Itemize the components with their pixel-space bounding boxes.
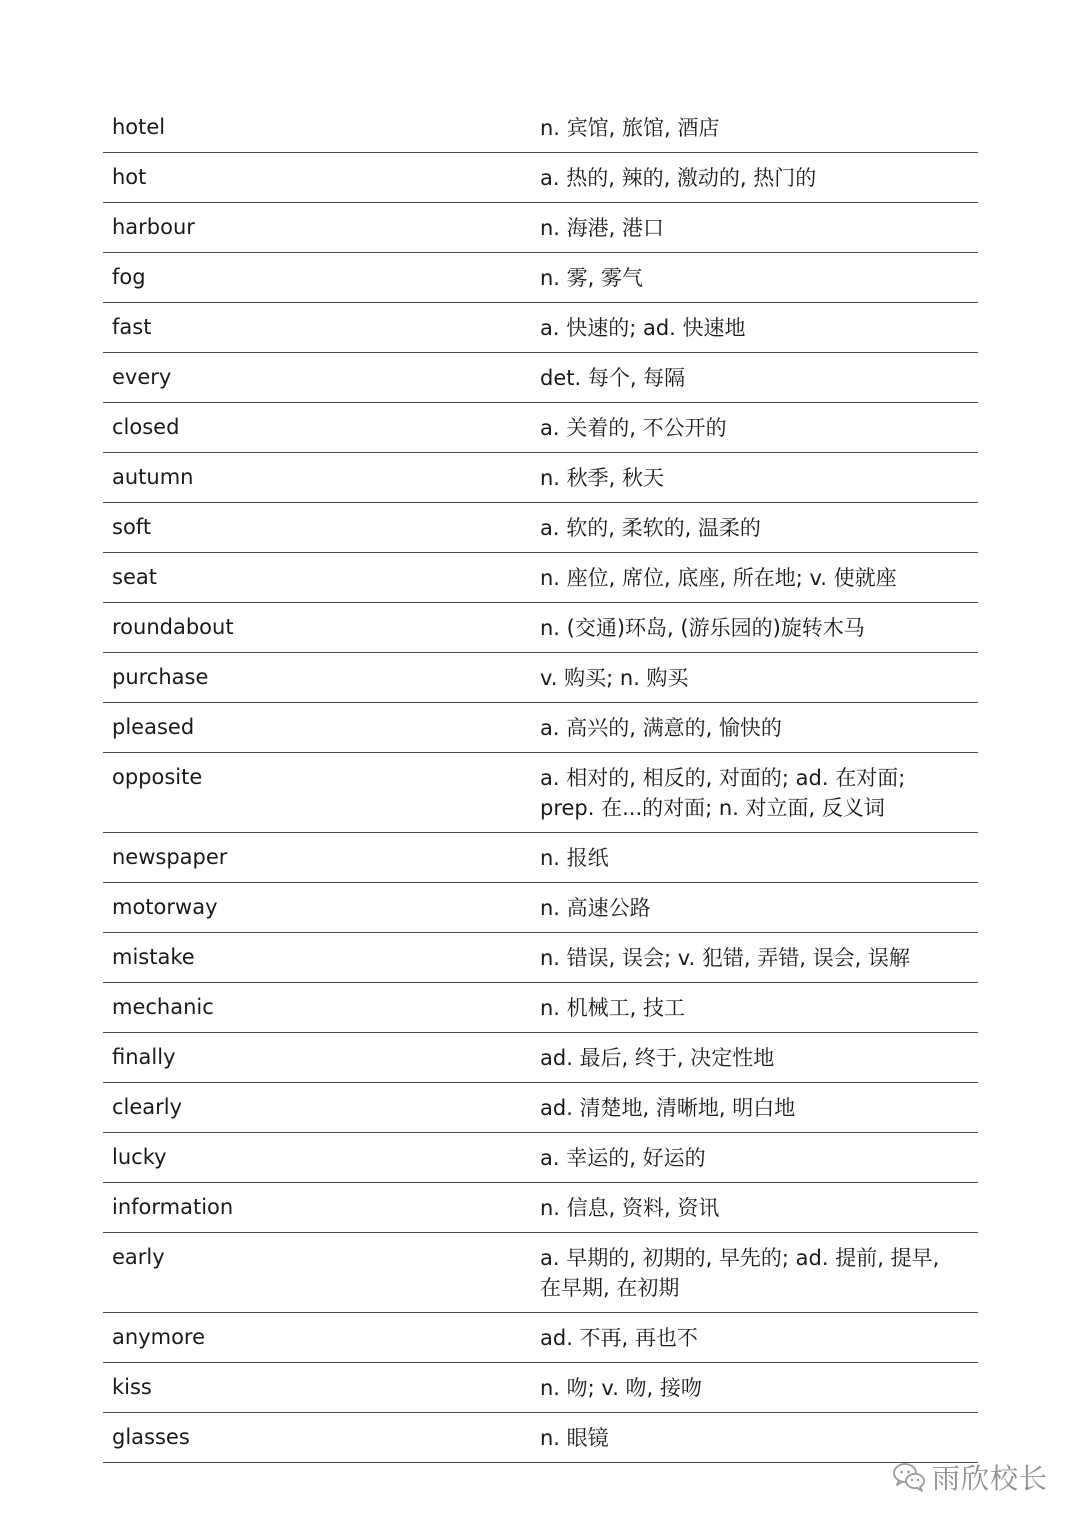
vocab-definition: n. 机械工, 技工 bbox=[540, 996, 686, 1020]
vocab-word: mechanic bbox=[112, 995, 214, 1019]
vocab-definition: a. 关着的, 不公开的 bbox=[540, 416, 727, 440]
table-row bbox=[103, 603, 978, 653]
vocab-definition: a. 快速的; ad. 快速地 bbox=[540, 316, 746, 340]
table-row bbox=[103, 703, 978, 753]
table-row bbox=[103, 753, 978, 833]
table-row bbox=[103, 833, 978, 883]
vocab-definition: n. 秋季, 秋天 bbox=[540, 466, 665, 490]
table-row bbox=[103, 1133, 978, 1183]
watermark bbox=[892, 1457, 1048, 1497]
vocab-definition: n. 信息, 资料, 资讯 bbox=[540, 1196, 720, 1220]
table-row bbox=[103, 1313, 978, 1363]
vocab-word: seat bbox=[112, 565, 157, 589]
vocab-definition: n. 吻; v. 吻, 接吻 bbox=[540, 1376, 702, 1400]
vocab-definition: n. 高速公路 bbox=[540, 896, 651, 920]
wechat-icon bbox=[892, 1460, 926, 1494]
vocab-word: lucky bbox=[112, 1145, 167, 1169]
vocab-word: kiss bbox=[112, 1375, 152, 1399]
table-row bbox=[103, 303, 978, 353]
table-row bbox=[103, 503, 978, 553]
table-row bbox=[103, 403, 978, 453]
vocab-definition: n. 眼镜 bbox=[540, 1426, 609, 1450]
vocab-definition: a. 热的, 辣的, 激动的, 热门的 bbox=[540, 166, 817, 190]
vocab-word: purchase bbox=[112, 665, 209, 689]
vocab-definition: v. 购买; n. 购买 bbox=[540, 666, 689, 690]
vocab-word: clearly bbox=[112, 1095, 183, 1119]
vocab-definition: a. 高兴的, 满意的, 愉快的 bbox=[540, 716, 782, 740]
vocab-word: autumn bbox=[112, 465, 194, 489]
vocab-definition: a. 幸运的, 好运的 bbox=[540, 1146, 706, 1170]
vocab-definition: a. 相对的, 相反的, 对面的; ad. 在对面; prep. 在...的对面; n. 对立面, 反义词 bbox=[540, 766, 906, 820]
table-row bbox=[103, 1033, 978, 1083]
table-row bbox=[103, 253, 978, 303]
table-row bbox=[103, 933, 978, 983]
vocab-word: hot bbox=[112, 165, 147, 189]
vocab-word: anymore bbox=[112, 1325, 206, 1349]
vocab-word: pleased bbox=[112, 715, 195, 739]
vocab-definition: ad. 最后, 终于, 决定性地 bbox=[540, 1046, 775, 1070]
vocab-word: newspaper bbox=[112, 845, 228, 869]
table-row bbox=[103, 653, 978, 703]
vocab-word: roundabout bbox=[112, 615, 234, 639]
table-row bbox=[103, 1413, 978, 1463]
vocab-definition: a. 早期的, 初期的, 早先的; ad. 提前, 提早, 在早期, 在初期 bbox=[540, 1246, 940, 1300]
table-row bbox=[103, 453, 978, 503]
vocab-word: opposite bbox=[112, 765, 203, 789]
vocab-definition: n. 报纸 bbox=[540, 846, 609, 870]
vocab-word: every bbox=[112, 365, 172, 389]
vocab-definition: ad. 清楚地, 清晰地, 明白地 bbox=[540, 1096, 796, 1120]
vocab-definition: det. 每个, 每隔 bbox=[540, 366, 686, 390]
vocab-word: fog bbox=[112, 265, 146, 289]
table-row bbox=[103, 1363, 978, 1413]
table-row bbox=[103, 1083, 978, 1133]
vocab-definition: n. 雾, 雾气 bbox=[540, 266, 644, 290]
vocab-word: early bbox=[112, 1245, 165, 1269]
vocab-word: finally bbox=[112, 1045, 176, 1069]
table-row bbox=[103, 983, 978, 1033]
vocab-word: hotel bbox=[112, 115, 166, 139]
table-row bbox=[103, 1183, 978, 1233]
table-row bbox=[103, 153, 978, 203]
vocab-definition: n. 宾馆, 旅馆, 酒店 bbox=[540, 116, 720, 140]
vocab-word: fast bbox=[112, 315, 152, 339]
vocab-definition: n. 座位, 席位, 底座, 所在地; v. 使就座 bbox=[540, 566, 897, 590]
table-row bbox=[103, 1233, 978, 1313]
vocab-definition: a. 软的, 柔软的, 温柔的 bbox=[540, 516, 761, 540]
vocab-word: soft bbox=[112, 515, 152, 539]
vocab-word: mistake bbox=[112, 945, 195, 969]
table-row bbox=[103, 883, 978, 933]
watermark-text: 雨欣校长 bbox=[931, 1462, 1048, 1495]
vocab-word: information bbox=[112, 1195, 234, 1219]
table-row bbox=[103, 353, 978, 403]
vocab-word: glasses bbox=[112, 1425, 190, 1449]
vocab-definition: n. (交通)环岛, (游乐园的)旋转木马 bbox=[540, 616, 865, 640]
vocab-word: motorway bbox=[112, 895, 218, 919]
vocabulary-table bbox=[103, 103, 978, 1463]
table-row bbox=[103, 203, 978, 253]
vocab-word: harbour bbox=[112, 215, 195, 239]
vocab-definition: ad. 不再, 再也不 bbox=[540, 1326, 698, 1350]
vocab-definition: n. 海港, 港口 bbox=[540, 216, 665, 240]
table-row bbox=[103, 553, 978, 603]
table-row bbox=[103, 103, 978, 153]
vocab-word: closed bbox=[112, 415, 180, 439]
vocab-definition: n. 错误, 误会; v. 犯错, 弄错, 误会, 误解 bbox=[540, 946, 910, 970]
